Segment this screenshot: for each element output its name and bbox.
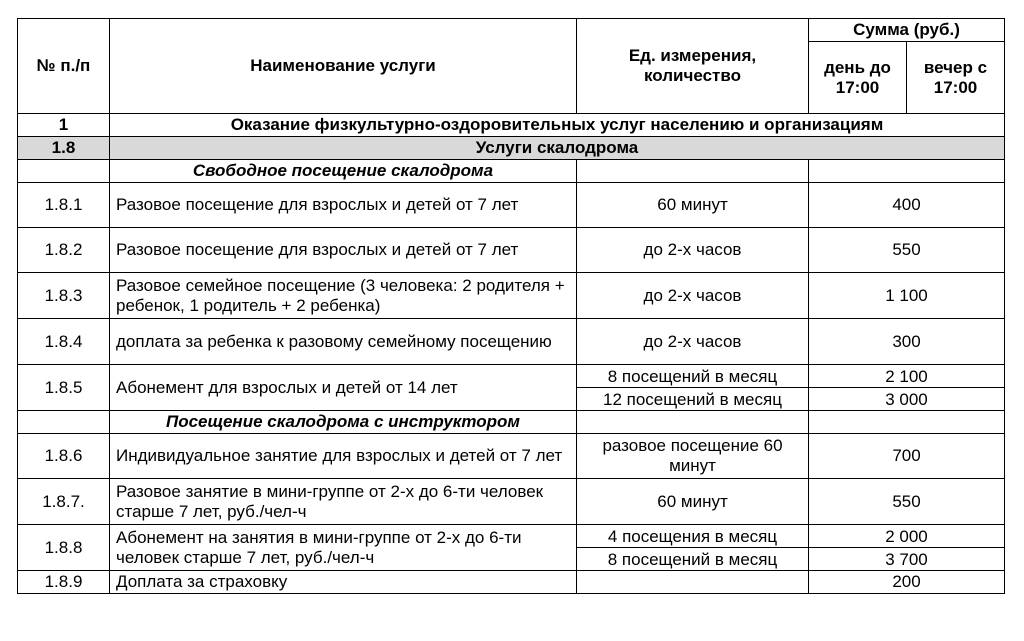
row-num: 1.8.2 [18, 228, 110, 273]
table-row [18, 319, 1005, 365]
row-price: 2 100 [809, 365, 1005, 388]
section-title: Оказание физкультурно-оздоровительных услуг населению и организациям [110, 114, 1005, 137]
table-row [18, 228, 1005, 273]
row-num: 1.8.7. [18, 479, 110, 525]
subsection-row [18, 137, 1005, 160]
group-free-title: Свободное посещение скалодрома [110, 160, 577, 183]
row-name: Доплата за страховку [110, 571, 577, 594]
header-name: Наименование услуги [110, 19, 577, 114]
row-name: доплата за ребенка к разовому семейному посещению [110, 319, 577, 365]
row-price: 2 000 [809, 525, 1005, 548]
row-price: 700 [809, 434, 1005, 479]
row-num: 1.8.3 [18, 273, 110, 319]
table-row [18, 479, 1005, 525]
price-table [17, 18, 1005, 594]
row-unit: разовое посещение 60 минут [577, 434, 809, 479]
row-num: 1.8.5 [18, 365, 110, 411]
row-price: 400 [809, 183, 1005, 228]
row-price: 550 [809, 228, 1005, 273]
table-row [18, 365, 1005, 388]
row-num: 1.8.8 [18, 525, 110, 571]
group-row [18, 160, 1005, 183]
row-num: 1.8.6 [18, 434, 110, 479]
row-name: Индивидуальное занятие для взрослых и детей от 7 лет [110, 434, 577, 479]
header-unit: Ед. измерения, количество [577, 19, 809, 114]
row-unit: до 2-х часов [577, 273, 809, 319]
subsection-num: 1.8 [18, 137, 110, 160]
row-price: 1 100 [809, 273, 1005, 319]
section-num: 1 [18, 114, 110, 137]
row-num: 1.8.1 [18, 183, 110, 228]
row-price: 3 700 [809, 548, 1005, 571]
row-unit: 60 минут [577, 183, 809, 228]
group-row [18, 411, 1005, 434]
table-row [18, 571, 1005, 594]
row-unit: 8 посещений в месяц [577, 365, 809, 388]
row-unit: до 2-х часов [577, 228, 809, 273]
row-unit: до 2-х часов [577, 319, 809, 365]
row-price: 550 [809, 479, 1005, 525]
subsection-title: Услуги скалодрома [110, 137, 1005, 160]
row-unit: 8 посещений в месяц [577, 548, 809, 571]
row-unit: 60 минут [577, 479, 809, 525]
row-price: 200 [809, 571, 1005, 594]
row-unit [577, 571, 809, 594]
table-row [18, 434, 1005, 479]
row-price: 3 000 [809, 388, 1005, 411]
row-name: Абонемент на занятия в мини-группе от 2-х до 6-ти человек старше 7 лет, руб./чел-ч [110, 525, 577, 571]
group-instructor-title: Посещение скалодрома с инструктором [110, 411, 577, 434]
header-day: день до 17:00 [809, 42, 907, 114]
table-row [18, 525, 1005, 548]
row-num: 1.8.4 [18, 319, 110, 365]
row-price: 300 [809, 319, 1005, 365]
row-num: 1.8.9 [18, 571, 110, 594]
row-name: Разовое семейное посещение (3 человека: 2 родителя + ребенок, 1 родитель + 2 ребенка) [110, 273, 577, 319]
row-name: Абонемент для взрослых и детей от 14 лет [110, 365, 577, 411]
header-sum: Сумма (руб.) [809, 19, 1005, 42]
section-row [18, 114, 1005, 137]
table-row [18, 273, 1005, 319]
header-evening: вечер с 17:00 [907, 42, 1005, 114]
row-name: Разовое занятие в мини-группе от 2-х до 6-ти человек старше 7 лет, руб./чел-ч [110, 479, 577, 525]
row-unit: 12 посещений в месяц [577, 388, 809, 411]
table-row [18, 183, 1005, 228]
row-name: Разовое посещение для взрослых и детей от 7 лет [110, 183, 577, 228]
header-num: № п./п [18, 19, 110, 114]
row-unit: 4 посещения в месяц [577, 525, 809, 548]
row-name: Разовое посещение для взрослых и детей от 7 лет [110, 228, 577, 273]
